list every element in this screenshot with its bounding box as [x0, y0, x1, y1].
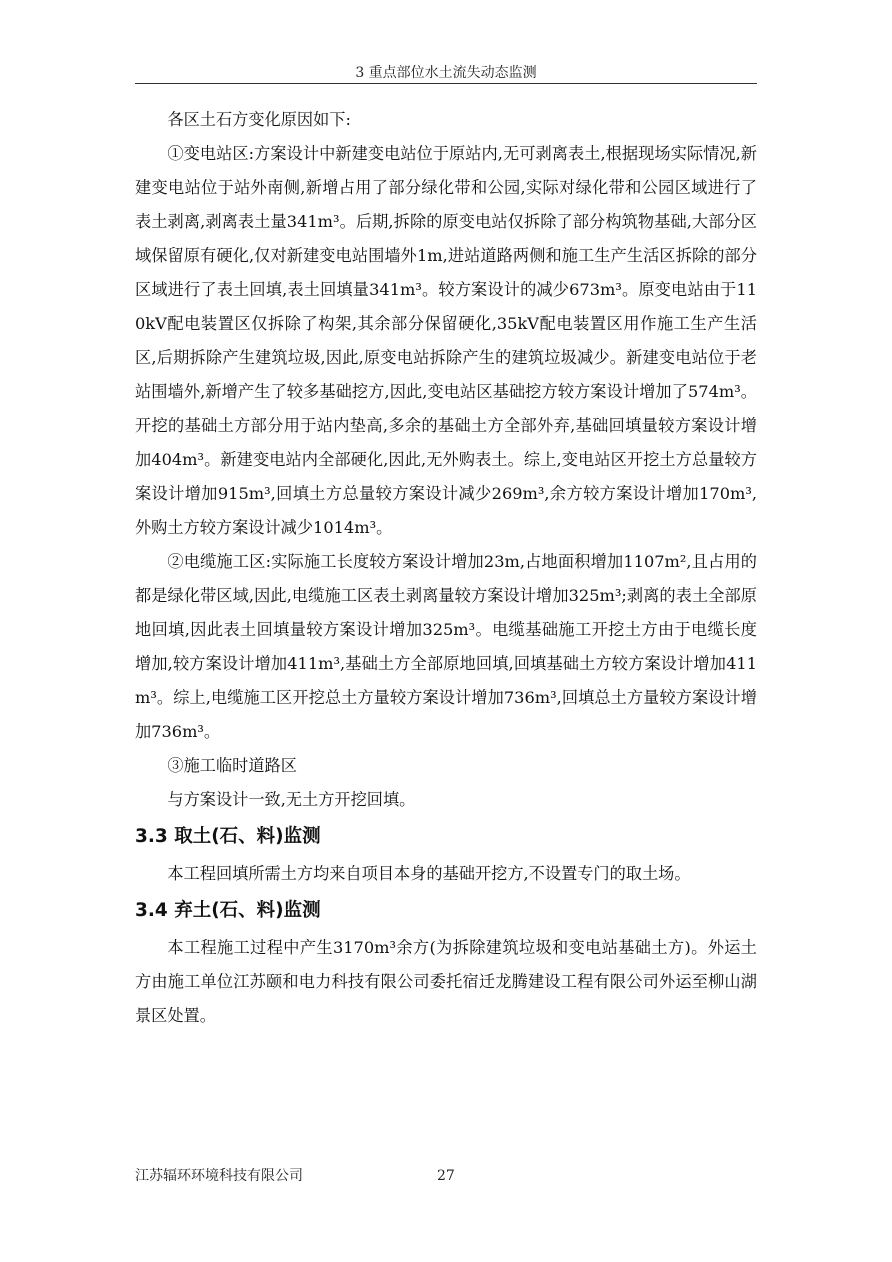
cable-area-paragraph: ②电缆施工区:实际施工长度较方案设计增加23m,占地面积增加1107m²,且占用的都是绿化带区域,因此,电缆施工区表土剥离量较方案设计增加325m³;剥离的表土全部原地回填,因此表土回填量较方案设计增加325m³。电缆基础施工开挖土方由于电缆长度增加,较方案设计增加411m³,基础土方全部原地回填,回填基础土方较方案设计增加411m³。综上,电缆施工区开挖总土方量较方案设计增加736m³,回填总土方量较方案设计增加736m³。 [135, 552, 757, 741]
footer-company-name: 江苏辐环环境科技有限公司 [135, 1168, 303, 1184]
header-rule [135, 83, 757, 84]
temporary-road-paragraph: 与方案设计一致,无土方开挖回填。 [167, 790, 416, 809]
intro-paragraph: 各区土石方变化原因如下: [167, 110, 351, 129]
temporary-road-title: ③施工临时道路区 [167, 756, 297, 775]
section-3-3-heading: 3.3 取土(石、料)监测 [135, 826, 321, 847]
section-3-4-heading: 3.4 弃土(石、料)监测 [135, 900, 321, 921]
section-3-4-paragraph: 本工程施工过程中产生3170m³余方(为拆除建筑垃圾和变电站基础土方)。外运土方由施工单位江苏颐和电力科技有限公司委托宿迁龙腾建设工程有限公司外运至柳山湖景区处置。 [135, 938, 757, 1025]
section-3-3-paragraph: 本工程回填所需土方均来自项目本身的基础开挖方,不设置专门的取土场。 [167, 864, 691, 883]
page-content [135, 103, 757, 1033]
substation-area-paragraph: ①变电站区:方案设计中新建变电站位于原站内,无可剥离表土,根据现场实际情况,新建变电站位于站外南侧,新增占用了部分绿化带和公园,实际对绿化带和公园区域进行了表土剥离,剥离表土量341m³。后期,拆除的原变电站仅拆除了部分构筑物基础,大部分区域保留原有硬化,仅对新建变电站围墙外1m,进站道路两侧和施工生产生活区拆除的部分区域进行了表土回填,表土回填量341m³。较方案设计的减少673m³。原变电站由于110kV配电装置区仅拆除了构架,其余部分保留硬化,35kV配电装置区用作施工生产生活区,后期拆除产生建筑垃圾,因此,原变电站拆除产生的建筑垃圾减少。新建变电站位于老站围墙外,新增产生了较多基础挖方,因此,变电站区基础挖方较方案设计增加了574m³。开挖的基础土方部分用于站内垫高,多余的基础土方全部外弃,基础回填量较方案设计增加404m³。新建变电站内全部硬化,因此,无外购表土。综上,变电站区开挖土方总量较方案设计增加915m³,回填土方总量较方案设计减少269m³,余方较方案设计增加170m³,外购土方较方案设计减少1014m³。 [135, 144, 757, 537]
page-number: 27 [437, 1168, 455, 1184]
running-header: 3 重点部位水土流失动态监测 [355, 65, 537, 81]
